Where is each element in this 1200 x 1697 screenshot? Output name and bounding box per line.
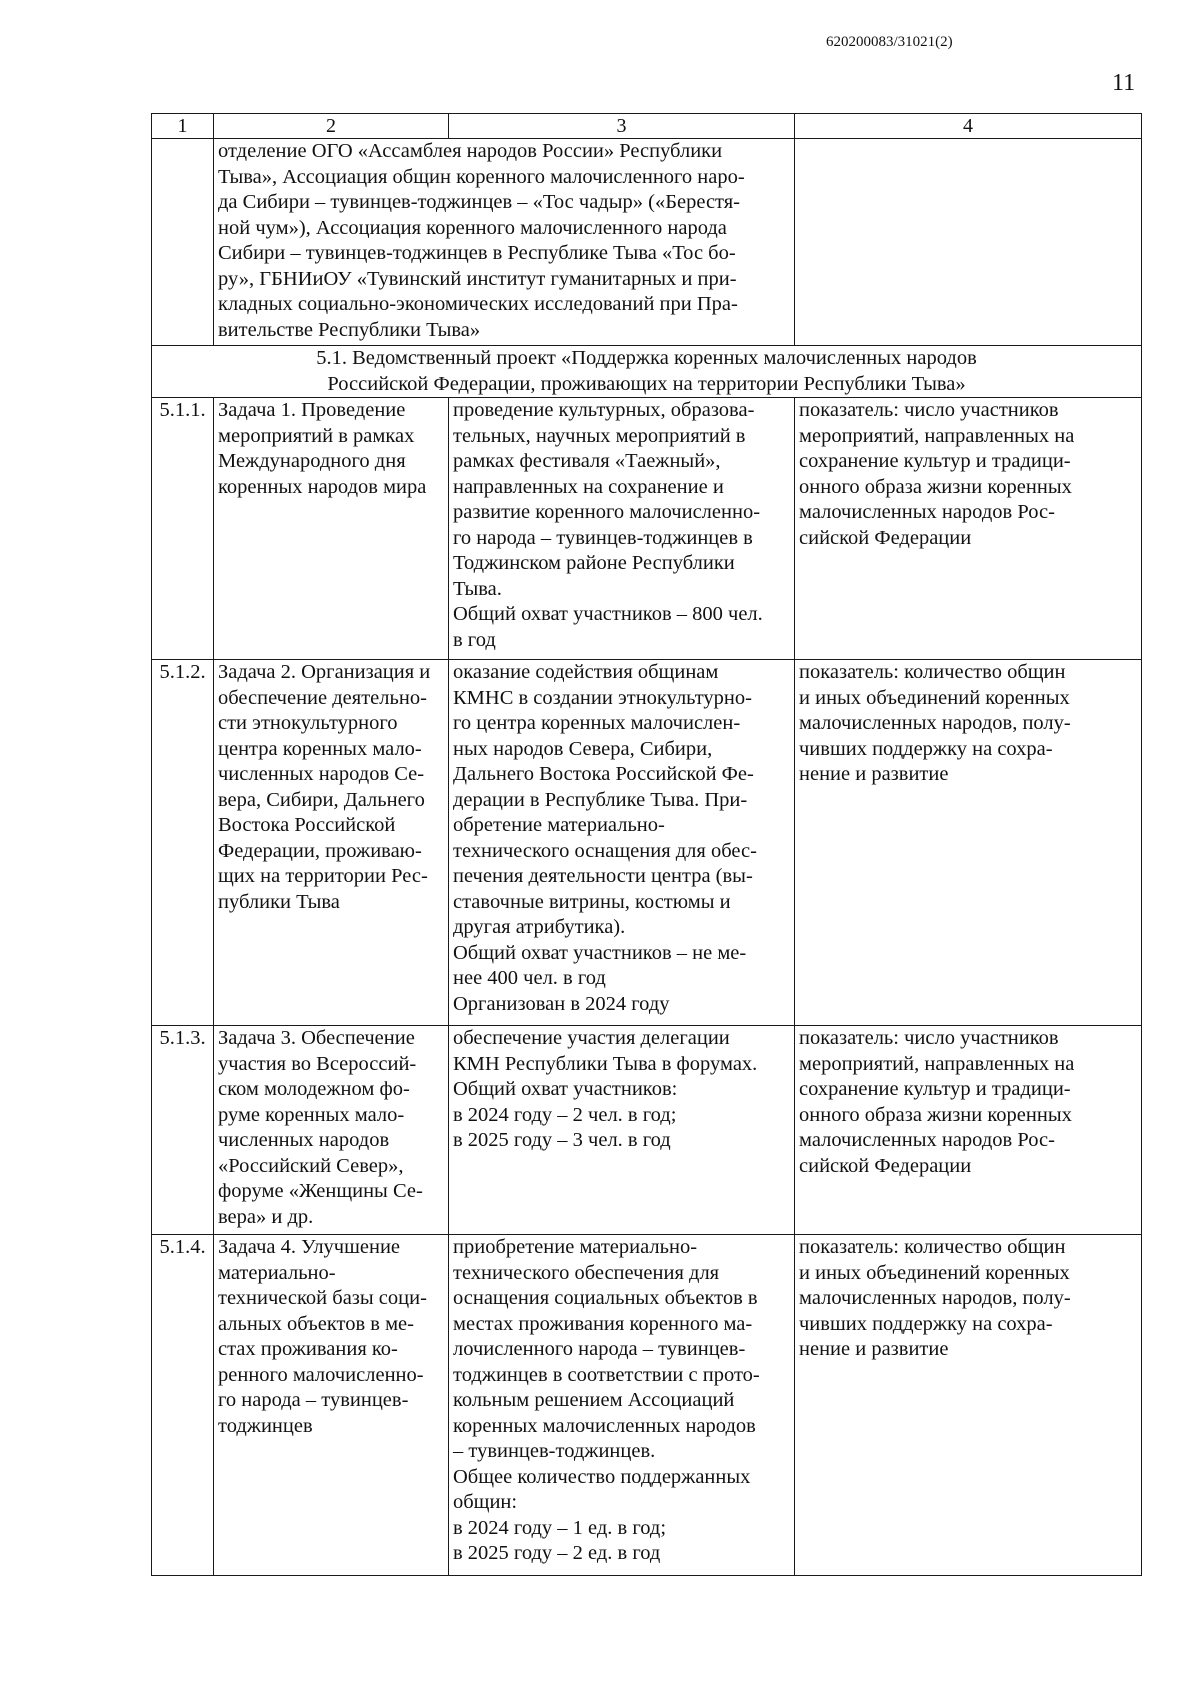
column-number-cell: 1 xyxy=(152,114,214,139)
intro-row xyxy=(152,139,1142,346)
empty-cell xyxy=(795,139,1142,346)
column-number-cell: 4 xyxy=(795,114,1142,139)
description-cell: оказание содействия общинам КМНС в создании этнокультурно- го центра коренных малочислен- ных народов Севера, Сибири, Дальнего Востока Российской Фе- дерации в Республике Тыва. При- обретение материально- технического оснащения для обес- печения деятельности центра (вы- ставочные витрины, костюмы и другая атрибутика). Общий охват участников – не ме- нее 400 чел. в год Организован в 2024 году xyxy=(449,660,795,1026)
measures-table xyxy=(151,113,1142,1576)
task-cell: Задача 2. Организация и обеспечение деятельно- сти этнокультурного центра коренных мало- численных народов Се- вера, Сибири, Дальнего Востока Российской Федерации, проживаю- щих на территории Рес- публики Тыва xyxy=(214,660,449,1026)
indicator-cell: показатель: количество общин и иных объединений коренных малочисленных народов, полу- чивших поддержку на сохра- нение и развитие xyxy=(795,1235,1142,1576)
section-title-cell xyxy=(152,346,1142,398)
section-title-line: Российской Федерации, проживающих на территории Республики Тыва» xyxy=(327,372,966,395)
column-number-cell: 2 xyxy=(214,114,449,139)
participants-text: отделение ОГО «Ассамблея народов России» Республики Тыва», Ассоциация общин коренного малочисленного наро- да Сибири – тувинцев-тоджинцев – «Тос чадыр» («Берестя- ной чум»), Ассоциация коренного малочисленного народа Сибири – тувинцев-тоджинцев в Республике Тыва «Тос бо- ру», ГБНИиОУ «Тувинский институт гуманитарных и при- кладных социально-экономических исследований при Пра- вительстве Республики Тыва» xyxy=(214,139,795,346)
indicator-cell: показатель: количество общин и иных объединений коренных малочисленных народов, полу- чивших поддержку на сохра- нение и развитие xyxy=(795,660,1142,1026)
task-cell: Задача 1. Проведение мероприятий в рамках Международного дня коренных народов мира xyxy=(214,398,449,660)
page-number: 11 xyxy=(1112,70,1136,96)
table-row xyxy=(152,1026,1142,1235)
row-number: 5.1.4. xyxy=(152,1235,214,1576)
document-number: 620200083/31021(2) xyxy=(826,34,953,50)
table-row xyxy=(152,398,1142,660)
section-title-line: 5.1. Ведомственный проект «Поддержка коренных малочисленных народов xyxy=(316,347,977,369)
row-number: 5.1.2. xyxy=(152,660,214,1026)
section-row xyxy=(152,346,1142,398)
task-cell: Задача 3. Обеспечение участия во Всероссий- ском молодежном фо- руме коренных мало- численных народов «Российский Север», форуме «Женщины Се- вера» и др. xyxy=(214,1026,449,1235)
task-cell: Задача 4. Улучшение материально- технической базы соци- альных объектов в ме- стах проживания ко- ренного малочисленно- го народа – тувинцев- тоджинцев xyxy=(214,1235,449,1576)
column-number-row xyxy=(152,114,1142,139)
indicator-cell: показатель: число участников мероприятий, направленных на сохранение культур и традици- онного образа жизни коренных малочисленных народов Рос- сийской Федерации xyxy=(795,1026,1142,1235)
table-row xyxy=(152,1235,1142,1576)
table-row xyxy=(152,660,1142,1026)
description-cell: приобретение материально- технического обеспечения для оснащения социальных объектов в местах проживания коренного ма- лочисленного народа – тувинцев- тоджинцев в соответствии с прото- кольным решением Ассоциаций коренных малочисленных народов – тувинцев-тоджинцев. Общее количество поддержанных общин: в 2024 году – 1 ед. в год; в 2025 году – 2 ед. в год xyxy=(449,1235,795,1576)
column-number-cell: 3 xyxy=(449,114,795,139)
row-number: 5.1.1. xyxy=(152,398,214,660)
indicator-cell: показатель: число участников мероприятий, направленных на сохранение культур и традици- онного образа жизни коренных малочисленных народов Рос- сийской Федерации xyxy=(795,398,1142,660)
description-cell: обеспечение участия делегации КМН Республики Тыва в форумах. Общий охват участников: в 2024 году – 2 чел. в год; в 2025 году – 3 чел. в год xyxy=(449,1026,795,1235)
row-number: 5.1.3. xyxy=(152,1026,214,1235)
description-cell: проведение культурных, образова- тельных, научных мероприятий в рамках фестиваля «Таежный», направленных на сохранение и развитие коренного малочисленно- го народа – тувинцев-тоджинцев в Тоджинском районе Республики Тыва. Общий охват участников – 800 чел. в год xyxy=(449,398,795,660)
empty-cell xyxy=(152,139,214,346)
